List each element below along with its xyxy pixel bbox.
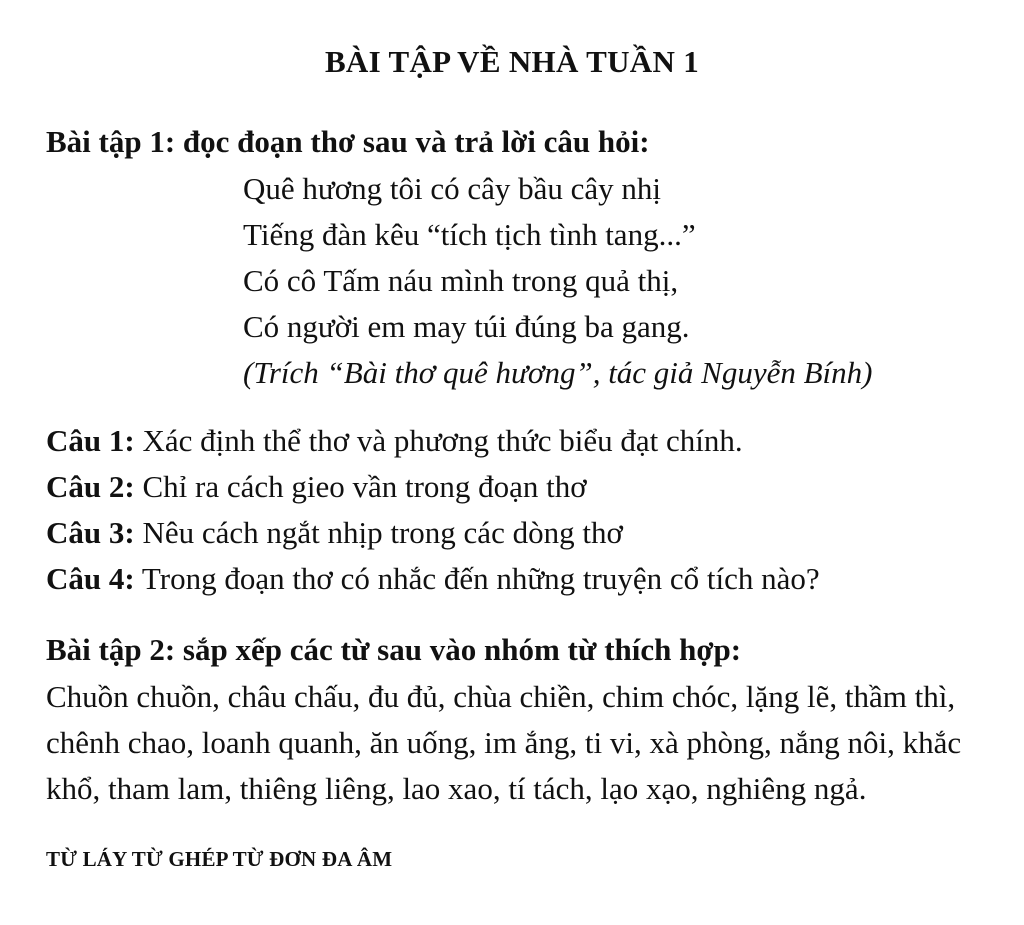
exercise-1-heading: Bài tập 1: đọc đoạn thơ sau và trả lời câu hỏi: xyxy=(46,124,650,159)
question-item xyxy=(46,556,820,602)
page-title: BÀI TẬP VỀ NHÀ TUẦN 1 xyxy=(324,44,700,79)
question-label: Câu 2: xyxy=(46,469,135,504)
question-text: Xác định thể thơ và phương thức biểu đạt chính. xyxy=(134,423,743,458)
word-list-paragraph: Chuồn chuồn, châu chấu, đu đủ, chùa chiền, chim chóc, lặng lẽ, thầm thì, chênh chao, loanh quanh, ăn uống, im ắng, ti vi, xà phòng, nắng nôi, khắc khổ, tham lam, thiêng liêng, lao xao, tí tách, lạo xạo, nghiêng ngả. xyxy=(46,679,962,806)
question-list xyxy=(46,418,820,602)
question-item xyxy=(46,464,820,510)
poem-line: Quê hương tôi có cây bầu cây nhị xyxy=(243,171,661,206)
question-label: Câu 1: xyxy=(46,423,135,458)
poem-excerpt xyxy=(243,166,903,396)
question-label: Câu 4: xyxy=(46,561,135,596)
question-item xyxy=(46,418,820,464)
poem-line: Có cô Tấm náu mình trong quả thị, xyxy=(243,263,679,298)
question-item xyxy=(46,510,820,556)
poem-line: Tiếng đàn kêu “tích tịch tình tang...” xyxy=(243,217,696,252)
question-text: Trong đoạn thơ có nhắc đến những truyện cổ tích nào? xyxy=(134,561,820,596)
question-text: Nêu cách ngắt nhịp trong các dòng thơ xyxy=(134,515,623,550)
question-label: Câu 3: xyxy=(46,515,135,550)
exercise-2-heading: Bài tập 2: sắp xếp các từ sau vào nhóm từ thích hợp: xyxy=(46,632,742,667)
word-group-labels: TỪ LÁY TỪ GHÉP TỪ ĐƠN ĐA ÂM xyxy=(46,847,393,871)
poem-citation: (Trích “Bài thơ quê hương”, tác giả Nguyễn Bính) xyxy=(243,355,873,390)
poem-line: Có người em may túi đúng ba gang. xyxy=(243,309,690,344)
question-text: Chỉ ra cách gieo vần trong đoạn thơ xyxy=(134,469,587,504)
